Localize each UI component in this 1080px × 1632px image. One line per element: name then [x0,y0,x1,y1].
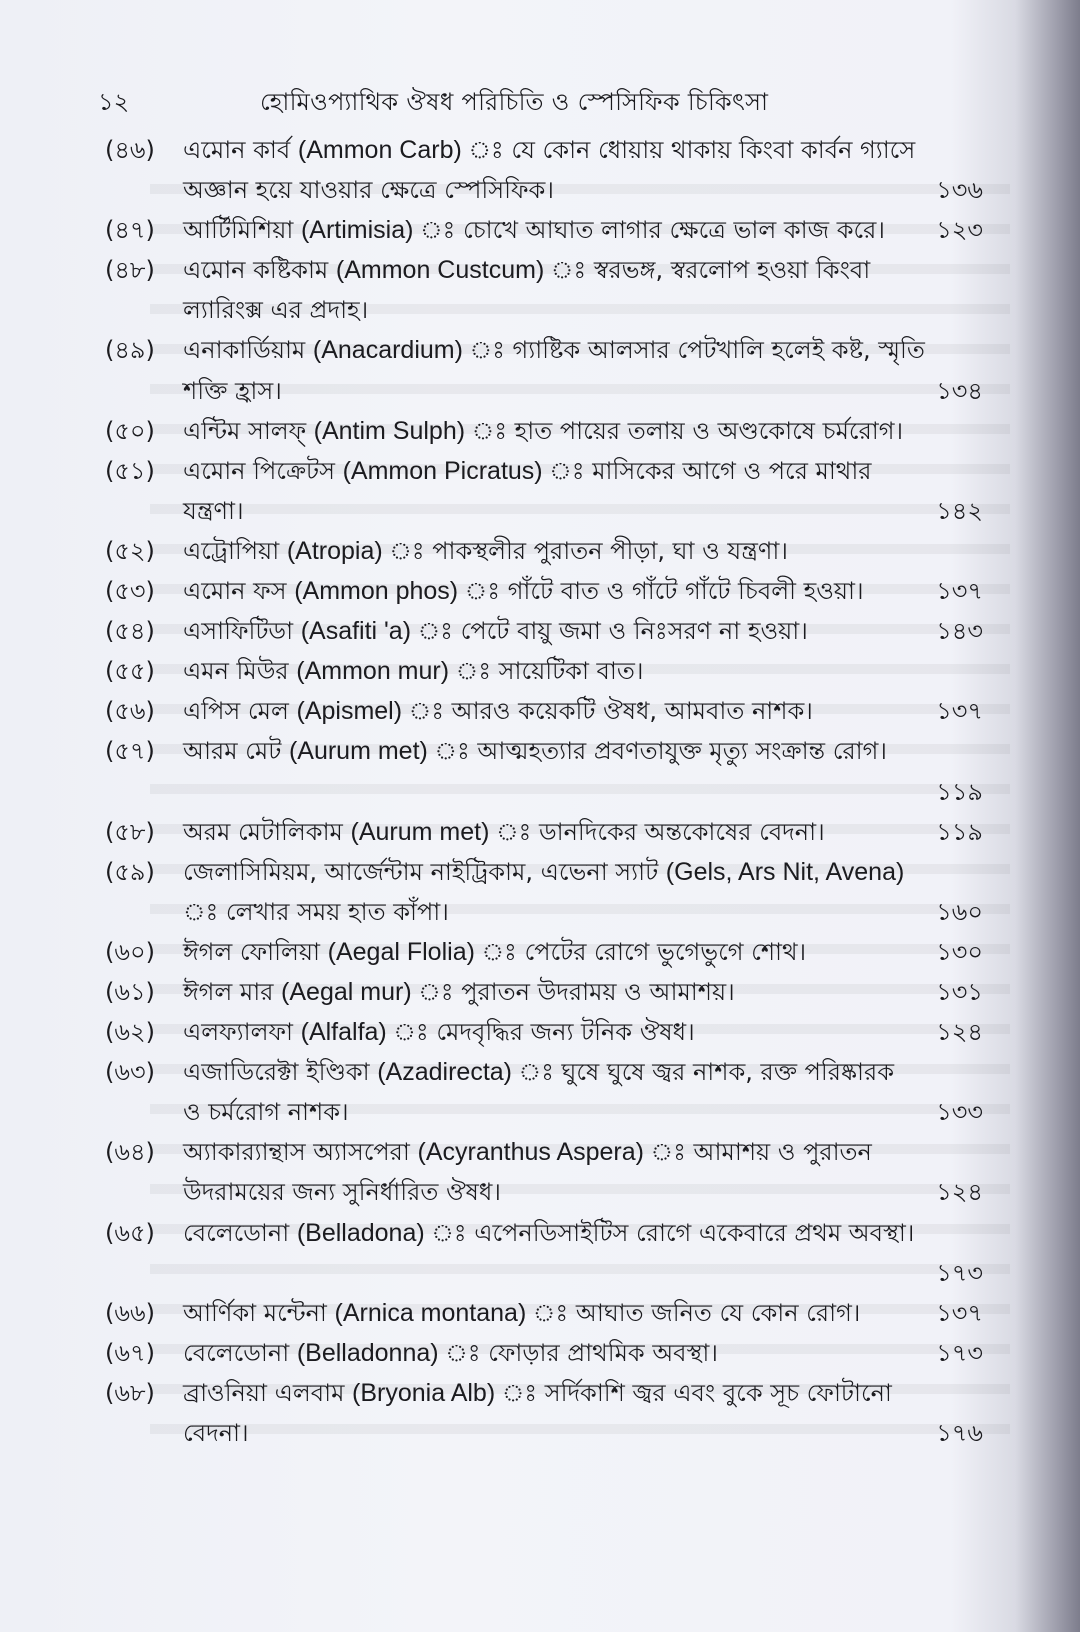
remedy-name-latin: (Aurum met) [288,737,428,766]
indication: ঃ পাকস্থলীর পুরাতন পীড়া, ঘা ও যন্ত্রণা। [424,536,788,565]
page-ref: ১৭৩ [936,1338,983,1367]
entry-number: (৫৮) [105,817,155,846]
indication: ঃ হাত পায়ের তলায় ও অণ্ডকোষে চর্মরোগ। [507,416,904,445]
list-item [105,451,995,491]
indication: ঃ এপেনডিসাইটিস রোগে একেবারে প্রথম অবস্থা। [466,1218,915,1247]
indication: ঃ আঘাত জনিত যে কোন রোগ। [568,1298,861,1327]
indication-cont: শক্তি হ্রাস। [183,376,282,405]
remedy-name-bn: আরম মেট [183,737,282,766]
remedy-name-latin: (Atropia) [286,536,383,565]
entry-number: (৫১) [105,456,155,485]
list-item-continuation [105,491,995,531]
page-ref: ১৭৬ [936,1419,983,1447]
list-item [105,932,995,972]
page-ref: ১৩৭ [936,1298,983,1327]
page-ref: ১৭৩ [936,1258,983,1287]
remedy-name-bn: জেলাসিমিয়ম, আর্জেন্টাম নাইট্রিকাম, এভেনা স্যাট [183,857,659,886]
running-header [90,84,990,120]
list-item [105,691,995,731]
list-item-continuation [105,371,995,411]
remedy-name-bn: এট্রোপিয়া [183,536,280,565]
list-item [105,611,995,651]
remedy-name-latin: (Bryonia Alb) [352,1378,496,1407]
remedy-name-latin: (Belladona) [296,1218,425,1247]
indication-cont: ল্যারিংক্স এর প্রদাহ। [183,296,369,325]
page-ref: ১৩০ [936,937,983,966]
indication: ঃ সর্দিকাশি জ্বর এবং বুকে সূচ ফোটানো [537,1378,892,1407]
list-item [105,1213,995,1253]
entry-number: (৬৭) [105,1338,155,1367]
indication: ঃ গাঁটে বাত ও গাঁটে গাঁটে চিবলী হওয়া। [500,577,864,606]
entry-number: (৪৯) [105,336,155,365]
indication: ঃ পেটের রোগে ভুগেভুগে শোথ। [516,937,807,966]
remedy-name-bn: ব্রাওনিয়া এলবাম [183,1378,345,1407]
indication: ঃ যে কোন ধোয়ায় থাকায় কিংবা কার্বন গ্যাসে [503,136,916,164]
list-item [105,651,995,691]
remedy-name-latin: (Anacardium) [312,336,463,365]
entry-number: (৫৪) [105,617,155,646]
indication-cont: বেদনা। [183,1419,249,1447]
page-ref: ১৩৭ [936,697,983,726]
list-item [105,330,995,370]
indication: ঃ স্বরভঙ্গ, স্বরলোপ হওয়া কিংবা [586,256,871,285]
entry-number: (৪৮) [105,256,155,285]
page-ref: ১৩৭ [936,577,983,606]
remedy-list [105,130,995,1453]
indication-cont: অজ্ঞান হয়ে যাওয়ার ক্ষেত্রে স্পেসিফিক। [183,176,554,205]
list-item-continuation [105,290,995,330]
page-ref: ১২৪ [936,1018,983,1047]
list-item-continuation [105,1253,995,1293]
indication: ঃ চোখে আঘাত লাগার ক্ষেত্রে ভাল কাজ করে। [455,216,885,245]
list-item [105,130,995,170]
remedy-name-latin: (Ammon phos) [294,577,459,606]
list-item [105,1052,995,1092]
page-ref: ১৪৩ [936,617,983,646]
page-ref: ১৩৩ [936,1098,983,1127]
entry-number: (৬৫) [105,1218,155,1247]
remedy-name-latin: (Aegal mur) [281,977,412,1006]
entry-number: (৬২) [105,1018,155,1047]
remedy-name-bn: এমোন পিক্রেটস [183,456,335,485]
indication-cont: যন্ত্রণা। [183,496,244,525]
page-number: ১২ [98,88,130,116]
list-item [105,250,995,290]
remedy-name-bn: ঈগল মার [183,977,274,1006]
entry-number: (৫৬) [105,697,155,726]
indication: ঃ পুরাতন উদরাময় ও আমাশয়। [453,977,735,1006]
page-ref: ১২৪ [936,1178,983,1207]
entry-number: (৫৩) [105,577,155,606]
remedy-name-latin: (Aurum met) [350,817,490,846]
indication: ঃ পেটে বায়ু জমা ও নিঃসরণ না হওয়া। [452,617,808,646]
remedy-name-bn: এন্টিম সালফ্ [183,416,306,445]
list-item-continuation [105,772,995,812]
page-ref: ১১৯ [936,777,983,806]
page-ref: ১৪২ [936,496,983,525]
remedy-name-latin: (Alfalfa) [300,1018,387,1047]
page-ref: ১৩৪ [936,376,983,405]
page-ref: ১১৯ [936,817,983,846]
indication-cont: ও চর্মরোগ নাশক। [183,1098,349,1127]
remedy-name-latin: (Gels, Ars Nit, Avena) [665,857,905,886]
list-item-continuation [105,1413,995,1453]
remedy-name-latin: (Acyranthus Aspera) [417,1138,644,1167]
entry-number: (৪৬) [105,136,155,164]
remedy-name-bn: এমন মিউর [183,657,289,686]
page-ref: ১৬০ [936,897,983,926]
list-item [105,531,995,571]
indication-cont: ঃ লেখার সময় হাত কাঁপা। [183,897,449,926]
page-ref: ১৩১ [936,977,983,1006]
remedy-name-latin: (Ammon Custcum) [335,256,545,285]
remedy-name-bn: ঈগল ফোলিয়া [183,937,320,966]
remedy-name-latin: (Arnica montana) [334,1298,527,1327]
list-item [105,812,995,852]
remedy-name-latin: (Artimisia) [300,216,414,245]
remedy-name-latin: (Antim Sulph) [313,416,466,445]
entry-number: (৪৭) [105,216,155,245]
page-ref: ১২৩ [936,216,983,245]
list-item-continuation [105,1092,995,1132]
remedy-name-bn: এজাডিরেক্টা ইণ্ডিকা [183,1058,370,1087]
entry-number: (৬৩) [105,1058,155,1087]
indication: ঃ ডানদিকের অন্তকোষের বেদনা। [531,817,825,846]
remedy-name-latin: (Apismel) [296,697,403,726]
remedy-name-latin: (Ammon Carb) [297,136,462,164]
entry-number: (৫২) [105,536,155,565]
list-item [105,1132,995,1172]
list-item [105,972,995,1012]
remedy-name-bn: অরম মেটালিকাম [183,817,343,846]
entry-number: (৬৪) [105,1138,155,1167]
indication: ঃ গ্যাষ্টিক আলসার পেটখালি হলেই কষ্ট, স্মৃতি [504,336,925,365]
remedy-name-bn: এসাফিটিডা [183,617,294,646]
remedy-name-latin: (Ammon Picratus) [342,456,543,485]
indication: ঃ সায়েটিকা বাত। [491,657,644,686]
remedy-name-bn: অ্যাকার‍্যান্থাস অ্যাসপেরা [183,1138,410,1167]
entry-number: (৬৬) [105,1298,155,1327]
list-item [105,571,995,611]
remedy-name-bn: বেলেডোনা [183,1338,290,1367]
list-item [105,731,995,771]
list-item [105,411,995,451]
entry-number: (৬১) [105,977,155,1006]
list-item-continuation [105,892,995,932]
entry-number: (৫৫) [105,657,155,686]
indication: ঃ আরও কয়েকটি ঔষধ, আমবাত নাশক। [444,697,813,726]
remedy-name-bn: আর্ণিকা মন্টেনা [183,1298,327,1327]
entry-number: (৫০) [105,416,155,445]
indication: ঃ আমাশয় ও পুরাতন [685,1138,872,1167]
remedy-name-latin: (Belladonna) [296,1338,439,1367]
remedy-name-bn: এমোন কষ্টিকাম [183,256,329,285]
indication: ঃ মেদবৃদ্ধির জন্য টনিক ঔষধ। [428,1018,695,1047]
page-ref: ১৩৬ [936,176,983,205]
remedy-name-latin: (Aegal Flolia) [327,937,475,966]
list-item [105,210,995,250]
running-title: হোমিওপ্যাথিক ঔষধ পরিচিতি ও স্পেসিফিক চিকিৎসা [260,88,769,116]
list-item [105,852,995,892]
entry-number: (৫৯) [105,857,155,886]
remedy-name-bn: এমোন কার্ব [183,136,291,164]
list-item-continuation [105,170,995,210]
remedy-name-bn: আর্টিমিশিয়া [183,216,294,245]
indication: ঃ ফোড়ার প্রাথমিক অবস্থা। [480,1338,718,1367]
list-item [105,1373,995,1413]
entry-number: (৬৮) [105,1378,155,1407]
list-item [105,1012,995,1052]
remedy-name-bn: এমোন ফস [183,577,287,606]
remedy-name-bn: এনাকার্ডিয়াম [183,336,306,365]
entry-number: (৫৭) [105,737,155,766]
list-item-continuation [105,1172,995,1212]
indication: ঃ ঘুষে ঘুষে জ্বর নাশক, রক্ত পরিষ্কারক [553,1058,894,1087]
remedy-name-bn: এপিস মেল [183,697,289,726]
remedy-name-bn: বেলেডোনা [183,1218,290,1247]
list-item [105,1293,995,1333]
remedy-name-bn: এলফ্যালফা [183,1018,293,1047]
indication-cont: উদরাময়ের জন্য সুনির্ধারিত ঔষধ। [183,1178,501,1207]
indication: ঃ আত্মহত্যার প্রবণতাযুক্ত মৃত্যু সংক্রান্ত রোগ। [469,737,887,766]
list-item [105,1333,995,1373]
indication: ঃ মাসিকের আগে ও পরে মাথার [584,456,872,485]
remedy-name-latin: (Azadirecta) [377,1058,512,1087]
entry-number: (৬০) [105,937,155,966]
remedy-name-latin: (Asafiti 'a) [300,617,412,646]
remedy-name-latin: (Ammon mur) [296,657,450,686]
